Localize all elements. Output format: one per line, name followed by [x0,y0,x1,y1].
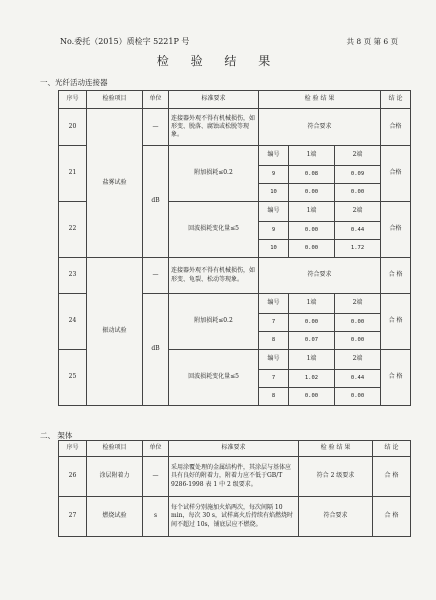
page-indicator: 共 8 页 第 6 页 [346,37,398,46]
table-header-row [59,441,411,457]
value-end1: 0.00 [289,388,335,406]
report-number: No.委托（2015）质检字 5221P 号 [60,37,190,46]
value-end1: 0.00 [289,314,335,332]
value-end2: 0.44 [335,222,381,240]
value-end1: 0.00 [289,184,335,202]
table-header-row [59,91,411,109]
frame-results-table [58,440,411,537]
value-end2: 1.72 [335,240,381,258]
test-item-salt-spray: 盐雾试验 [87,109,143,258]
table-row [59,109,411,146]
page-title: 检 验 结 果 [156,54,280,68]
unit-cell: s [143,497,169,537]
standard-requirement: 每个试样分别施加火焰两次，每次间隔 10 min，每次 30 s，试样离火后持续有焰燃烧时间不超过 10s，铺底层应不燃烧。 [169,497,299,537]
sample-no: 10 [259,184,289,202]
sample-no: 8 [259,332,289,350]
value-end2: 0.44 [335,370,381,388]
result-cell: 符合 2 级要求 [299,457,373,497]
test-item: 燃烧试验 [87,497,143,537]
value-end1: 0.00 [289,240,335,258]
col-header-no: 序号 [59,91,87,109]
table-row [59,457,411,497]
unit-cell: — [143,258,169,294]
sub-header-end2: 2端 [335,202,381,222]
result-cell: 符合要求 [259,258,381,294]
standard-requirement: 连接器外观不得有机械损伤，如形变、脱落、腐蚀或松脱等现象。 [169,109,259,146]
row-no: 26 [59,457,87,497]
standard-requirement: 采用涂覆处理的金属结构件，其涂层与基体应具有良好的附着力，附着力应不低于GB/T 9286-1998 表 1 中 2 级要求。 [169,457,299,497]
col-header-unit: 单位 [143,441,169,457]
sub-header-end1: 1端 [289,146,335,166]
conclusion-cell: 合 格 [373,497,411,537]
sample-no: 7 [259,370,289,388]
result-cell: 符合要求 [259,109,381,146]
value-end1: 0.00 [289,222,335,240]
sample-no: 10 [259,240,289,258]
col-header-conclusion: 结 论 [373,441,411,457]
value-end2: 0.09 [335,166,381,184]
sub-header-end1: 1端 [289,350,335,370]
sub-header-no: 编号 [259,146,289,166]
row-no: 22 [59,202,87,258]
result-cell: 符合要求 [299,497,373,537]
conclusion-cell: 合 格 [381,350,411,406]
sub-header-no: 编号 [259,350,289,370]
sub-header-end1: 1端 [289,294,335,314]
unit-cell: — [143,457,169,497]
col-header-item: 检验项目 [87,441,143,457]
standard-requirement: 附加损耗≤0.2 [169,294,259,350]
value-end2: 0.00 [335,314,381,332]
col-header-result: 检 验 结 果 [299,441,373,457]
standard-requirement: 回波损耗变化量≤5 [169,350,259,406]
conclusion-cell: 合格 [381,146,411,202]
connector-results-table [58,90,411,406]
row-no: 24 [59,294,87,350]
sub-header-no: 编号 [259,294,289,314]
test-item: 涂层附着力 [87,457,143,497]
section-title-connector: 一、光纤活动连接器 [40,78,108,87]
col-header-standard: 标准要求 [169,91,259,109]
conclusion-cell: 合格 [381,202,411,258]
sub-header-end1: 1端 [289,202,335,222]
value-end1: 0.07 [289,332,335,350]
table-row [59,497,411,537]
value-end1: 1.02 [289,370,335,388]
unit-cell: — [143,109,169,146]
value-end1: 0.08 [289,166,335,184]
sample-no: 7 [259,314,289,332]
unit-cell: dB [143,146,169,258]
value-end2: 0.00 [335,332,381,350]
row-no: 25 [59,350,87,406]
conclusion-cell: 合格 [381,109,411,146]
conclusion-cell: 合 格 [381,258,411,294]
unit-cell: dB [143,294,169,406]
value-end2: 0.00 [335,388,381,406]
standard-requirement: 附加损耗≤0.2 [169,146,259,202]
section-title-frame: 二、 架体 [40,431,73,440]
row-no: 21 [59,146,87,202]
table-row [59,258,411,294]
sub-header-end2: 2端 [335,146,381,166]
sub-header-end2: 2端 [335,350,381,370]
standard-requirement: 回波损耗变化量≤5 [169,202,259,258]
col-header-result: 检 验 结 果 [259,91,381,109]
sample-no: 9 [259,222,289,240]
test-item-vibration: 振动试验 [87,258,143,406]
row-no: 23 [59,258,87,294]
sub-header-no: 编号 [259,202,289,222]
col-header-unit: 单位 [143,91,169,109]
sample-no: 8 [259,388,289,406]
sample-no: 9 [259,166,289,184]
row-no: 20 [59,109,87,146]
value-end2: 0.00 [335,184,381,202]
row-no: 27 [59,497,87,537]
conclusion-cell: 合 格 [381,294,411,350]
standard-requirement: 连接器外观不得有机械损伤，如形变、龟裂、松动等现象。 [169,258,259,294]
col-header-conclusion: 结 论 [381,91,411,109]
conclusion-cell: 合 格 [373,457,411,497]
col-header-standard: 标准要求 [169,441,299,457]
col-header-no: 序号 [59,441,87,457]
col-header-item: 检验项目 [87,91,143,109]
sub-header-end2: 2端 [335,294,381,314]
